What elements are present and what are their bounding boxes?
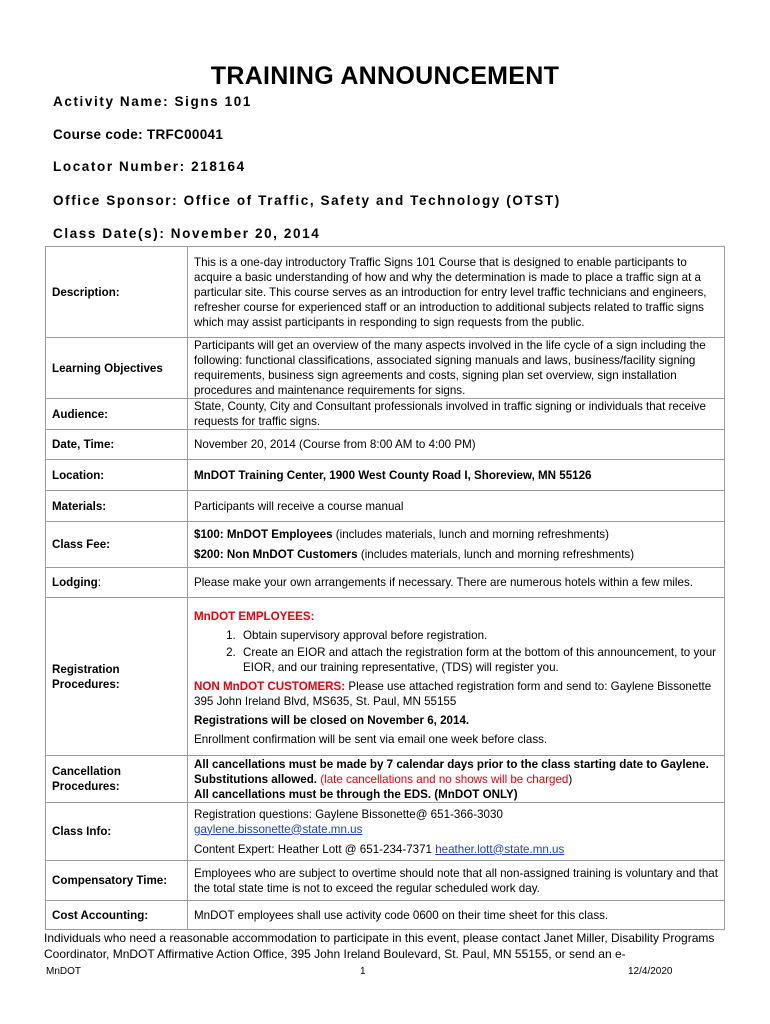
- mndot-employees-heading: MnDOT EMPLOYEES:: [194, 610, 315, 623]
- location-text: MnDOT Training Center, 1900 West County Road I, Shoreview, MN 55126: [188, 460, 725, 491]
- activity-name: Activity Name: Signs 101: [53, 94, 252, 109]
- lodging-label: Lodging:: [46, 568, 188, 598]
- non-mndot-text: Please use attached registration form and send to: Gaylene Bissonette 395 John Ireland Blvd, MS635, St. Paul, MN 55155: [194, 680, 712, 708]
- accommodation-footnote: Individuals who need a reasonable accommodation to participate in this event, please contact Janet Miller, Disability Programs Coordinator, MnDOT Affirmative Action Office, 395 John Ireland Boulevard, St. Paul, MN 55155, or send an e-: [44, 931, 715, 961]
- objectives-text: Participants will get an overview of the many aspects involved in the life cycle of a sign including the following: functional classifications, associated signing manuals and laws, business/facility signing requirements, business sign agreements and costs, signing plan set overview, sign installation procedures and maintenance requirements for signs.: [188, 338, 725, 399]
- training-info-table: [45, 246, 725, 930]
- registration-steps: [194, 628, 718, 675]
- class-info-label: Class Info:: [46, 803, 188, 861]
- materials-label: Materials:: [46, 491, 188, 522]
- registration-text: [188, 598, 725, 756]
- registration-closed: Registrations will be closed on November 6, 2014.: [194, 714, 470, 727]
- row-registration: [46, 598, 725, 756]
- course-code: Course code: TRFC00041: [53, 127, 224, 142]
- comp-time-label: Compensatory Time:: [46, 861, 188, 901]
- class-info-text: Registration questions: Gaylene Bissonette@ 651-366-3030 gaylene.bissonette@state.mn.us Content Expert: Heather Lott @ 651-234-7371 heather.lott@state.mn.us: [188, 803, 725, 861]
- cancellation-label: Cancellation Procedures:: [46, 756, 188, 803]
- locator-number: Locator Number: 218164: [53, 159, 246, 174]
- row-description: [46, 247, 725, 338]
- enrollment-confirmation: Enrollment confirmation will be sent via email one week before class.: [194, 733, 548, 746]
- content-expert-email-link[interactable]: heather.lott@state.mn.us: [435, 842, 565, 856]
- footer-left: MnDOT: [46, 966, 81, 977]
- page-number: 1: [360, 966, 366, 977]
- office-sponsor: Office Sponsor: Office of Traffic, Safety and Technology (OTST): [53, 193, 561, 208]
- row-lodging: [46, 568, 725, 598]
- registration-step-1: 1. Obtain supervisory approval before registration.: [239, 628, 718, 643]
- row-materials: [46, 491, 725, 522]
- late-cancellation-note: (late cancellations and no shows will be charged: [317, 772, 569, 786]
- materials-text: Participants will receive a course manual: [188, 491, 725, 522]
- document-title: TRAINING ANNOUNCEMENT: [210, 62, 560, 90]
- row-class-info: [46, 803, 725, 861]
- row-date-time: [46, 430, 725, 460]
- location-label: Location:: [46, 460, 188, 491]
- row-location: [46, 460, 725, 491]
- audience-text: State, County, City and Consultant professionals involved in traffic signing or individuals that receive requests for traffic signs.: [188, 399, 725, 430]
- cancellation-text: All cancellations must be made by 7 calendar days prior to the class starting date to Gaylene. Substitutions allowed. (late cancellations and no shows will be charged) All cancellations must be through the EDS. (MnDOT ONLY): [188, 756, 725, 803]
- row-cost-accounting: [46, 901, 725, 930]
- objectives-label: Learning Objectives: [46, 338, 188, 399]
- row-compensatory-time: [46, 861, 725, 901]
- comp-time-text: Employees who are subject to overtime should note that all non-assigned training is voluntary and that the total state time is not to exceed the regular scheduled work day.: [188, 861, 725, 901]
- fee-employees-note: (includes materials, lunch and morning refreshments): [332, 528, 609, 541]
- fee-employees: $100: MnDOT Employees: [194, 528, 333, 541]
- row-learning-objectives: [46, 338, 725, 399]
- date-time-label: Date, Time:: [46, 430, 188, 460]
- lodging-text: Please make your own arrangements if necessary. There are numerous hotels within a few miles.: [188, 568, 725, 598]
- description-text: This is a one-day introductory Traffic Signs 101 Course that is designed to enable participants to acquire a basic understanding of how and why the determination is made to place a traffic sign at a particular site. This course serves as an introduction for entry level traffic technicians and engineers, refresher course for experienced staff or an introduction to additional subjects related to traffic signs which may assist participants in responding to sign requests from the public.: [188, 247, 725, 338]
- class-dates: Class Date(s): November 20, 2014: [53, 226, 321, 241]
- date-time-text: November 20, 2014 (Course from 8:00 AM to 4:00 PM): [188, 430, 725, 460]
- row-class-fee: [46, 522, 725, 568]
- cost-accounting-label: Cost Accounting:: [46, 901, 188, 930]
- class-fee-label: Class Fee:: [46, 522, 188, 568]
- registration-label: Registration Procedures:: [46, 598, 188, 756]
- class-fee-text: [188, 522, 725, 568]
- registration-step-2: 2. Create an EIOR and attach the registration form at the bottom of this announcement, to your EIOR, and our training representative, (TDS) will register you.: [239, 645, 718, 675]
- row-cancellation: [46, 756, 725, 803]
- registration-email-link[interactable]: gaylene.bissonette@state.mn.us: [194, 822, 363, 836]
- row-audience: [46, 399, 725, 430]
- audience-label: Audience:: [46, 399, 188, 430]
- fee-customers: $200: Non MnDOT Customers: [194, 548, 358, 561]
- non-mndot-heading: NON MnDOT CUSTOMERS:: [194, 680, 346, 693]
- footer-date: 12/4/2020: [628, 966, 673, 977]
- fee-customers-note: (includes materials, lunch and morning refreshments): [357, 548, 635, 561]
- description-label: Description:: [46, 247, 188, 338]
- cost-accounting-text: MnDOT employees shall use activity code 0600 on their time sheet for this class.: [188, 901, 725, 930]
